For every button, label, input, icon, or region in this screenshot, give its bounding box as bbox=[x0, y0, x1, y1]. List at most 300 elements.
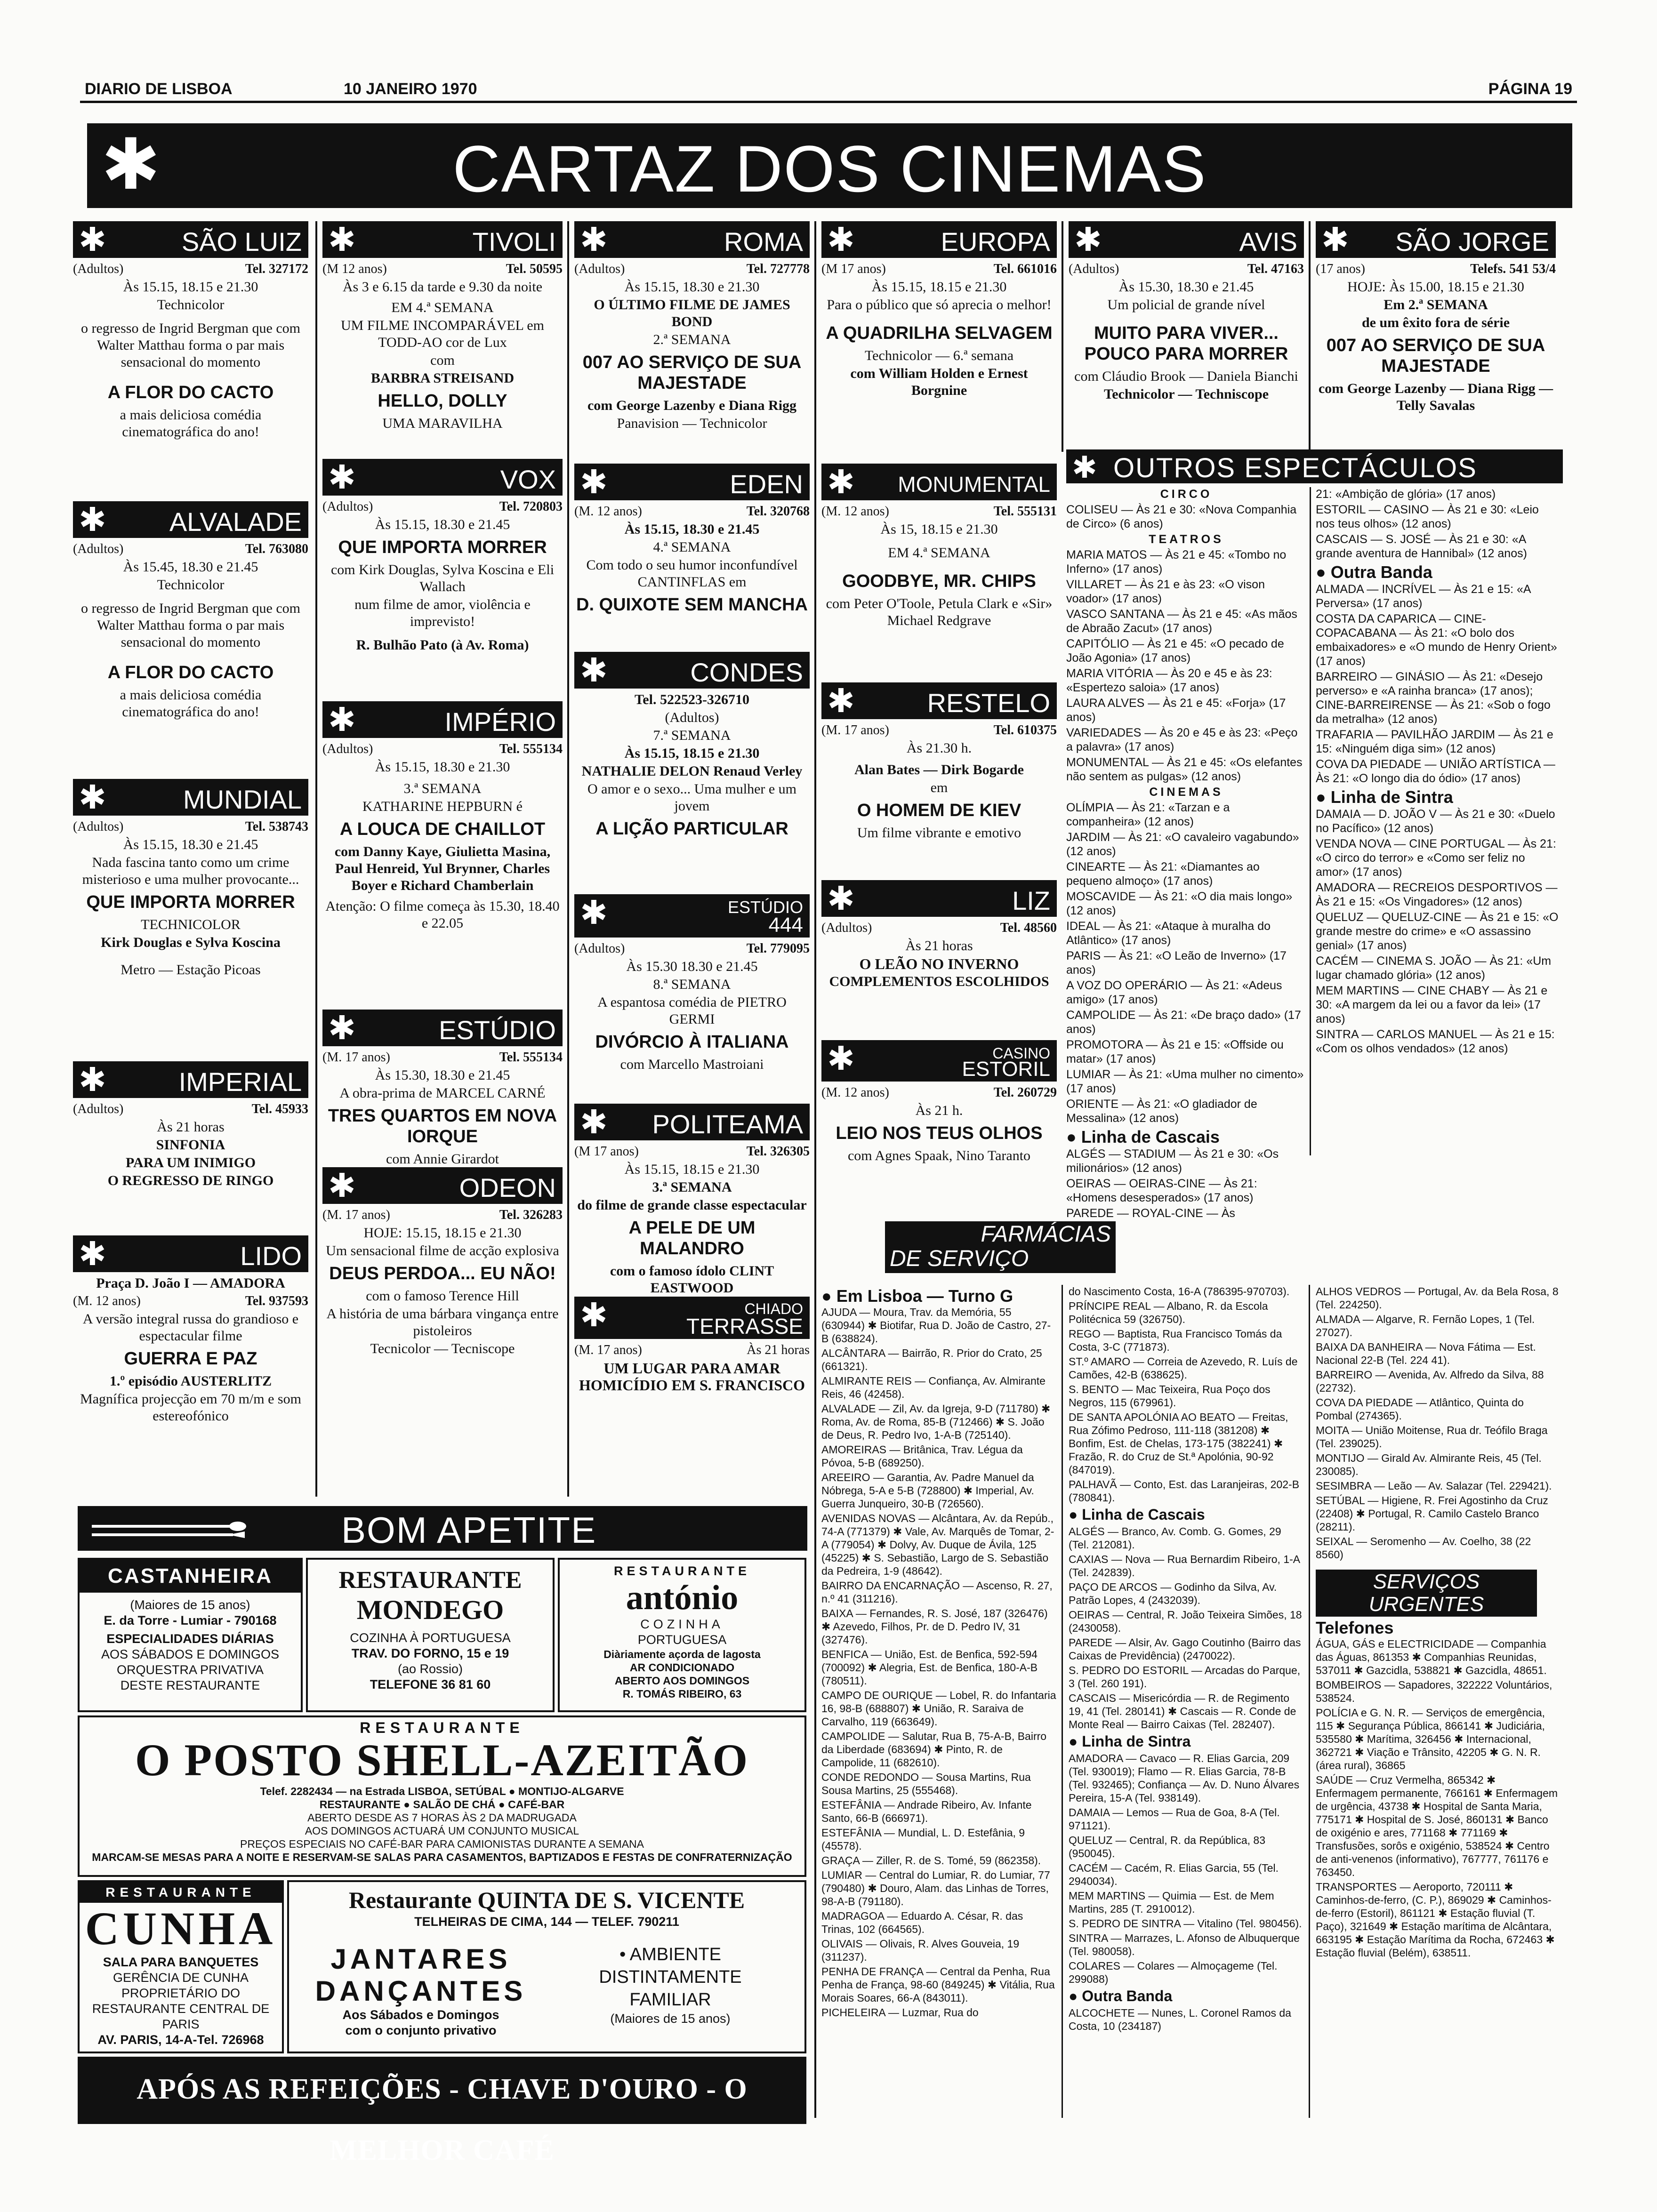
cinema-header bbox=[821, 880, 1057, 917]
showtimes: Às 15.45, 18.30 e 21.45 bbox=[123, 559, 258, 575]
film-title: D. QUIXOTE SEM MANCHA bbox=[576, 595, 808, 615]
pharmacy-entry: COVA DA PIEDADE — Atlântico, Quinta do Pombal (274365). bbox=[1316, 1396, 1524, 1422]
cinema-header bbox=[322, 459, 563, 496]
cast: com o famoso ídolo CLINT EASTWOOD bbox=[610, 1263, 774, 1296]
service-entry: ÁGUA, GÁS e ELECTRICIDADE — Companhia das Águas, 861353 ✱ Companhias Reunidas, 537011 ✱ Gazcidla, 538821 ✱ Gazcidla, 48651. bbox=[1316, 1638, 1547, 1676]
showtimes: Às 15.15, 18.30 e 21.30 bbox=[624, 279, 760, 295]
process: Technicolor bbox=[157, 297, 225, 313]
listing-line-heading: CINEMAS bbox=[1149, 785, 1223, 799]
cast: com William Holden e Ernest Borgnine bbox=[850, 366, 1028, 398]
pharmacy-entry: CAMPO DE OURIQUE — Lobel, R. do Infantaria 16, 98-B (688807) ✱ União, R. Saraiva de Carvalho, 119 (663649). bbox=[821, 1689, 1056, 1728]
heading-text: Outra Banda bbox=[1330, 562, 1432, 582]
column-rule bbox=[315, 221, 317, 1497]
pharmacy-entry: CAXIAS — Nova — Rua Bernardim Ribeiro, 1-A (Tel. 242839). bbox=[1069, 1553, 1300, 1579]
asterisk-icon: ✱ bbox=[101, 124, 161, 206]
phone: Tel. 45933 bbox=[251, 1102, 308, 1116]
listing-line: MARIA MATOS — Às 21 e 45: «Tombo no Inferno» (17 anos) bbox=[1066, 548, 1287, 576]
cinema-name: VOX bbox=[500, 465, 556, 494]
castanheira-line-1: ESPECIALIDADES DIÁRIAS bbox=[106, 1632, 274, 1646]
header-rule bbox=[80, 101, 1577, 103]
phone: Tel. 48560 bbox=[1000, 921, 1057, 935]
showtimes: Às 21 horas bbox=[747, 1343, 810, 1357]
quinta-right-4: (Maiores de 15 anos) bbox=[610, 2012, 731, 2026]
cascais-list bbox=[1066, 1147, 1306, 1220]
quinta-dancantes: DANÇANTES bbox=[315, 1975, 527, 2007]
cinema-name: ROMA bbox=[724, 227, 803, 256]
page-number: PÁGINA 19 bbox=[1488, 80, 1572, 98]
listing-line: 21: «Ambição de glória» (17 anos) bbox=[1316, 488, 1496, 501]
chave-slogan: APÓS AS REFEIÇÕES - CHAVE D'OURO - O MELHOR CAFÉ bbox=[137, 2073, 748, 2166]
cinema-header bbox=[574, 1104, 810, 1140]
pharmacy-entry: ALMADA — Algarve, R. Fernão Lopes, 1 (Tel. 27027). bbox=[1316, 1313, 1535, 1338]
phone: Tel. 555134 bbox=[499, 1050, 563, 1065]
servicos-title-2: URGENTES bbox=[1368, 1593, 1484, 1616]
column-rule bbox=[814, 1280, 816, 2118]
cinema-imperial bbox=[73, 1061, 308, 1190]
heading-text: Linha de Cascais bbox=[1081, 1127, 1220, 1146]
cinema-name: SÃO LUIZ bbox=[181, 227, 302, 256]
farmacias-col2 bbox=[1069, 1285, 1304, 2034]
pharmacy-entry: BENFICA — União, Est. de Benfica, 592-594 (700092) ✱ Alegria, Est. de Benfica, 180-A-B (780511). bbox=[821, 1648, 1038, 1687]
cinema-roma bbox=[574, 221, 810, 433]
pharmacy-entry: ● Outra Banda bbox=[1069, 1988, 1173, 2004]
antonio-line-5: Diàriamente açorda de lagosta bbox=[603, 1648, 761, 1660]
phone: Tel. 727778 bbox=[746, 262, 810, 276]
film-title: A FLOR DO CACTO bbox=[107, 663, 274, 682]
cinema-header bbox=[73, 779, 308, 816]
pharmacy-entry: CONDE REDONDO — Sousa Martins, Rua Sousa Martins, 25 (555468). bbox=[821, 1771, 1031, 1796]
showtimes: Às 15.15, 18.30 e 21.45 bbox=[375, 517, 510, 532]
servicos-list bbox=[1316, 1637, 1560, 1959]
rating: (Adultos) bbox=[73, 819, 124, 834]
cinema-tivoli bbox=[322, 221, 563, 433]
antonio-line-7: ABERTO AOS DOMINGOS bbox=[614, 1675, 750, 1687]
cinema-name: MONUMENTAL bbox=[898, 472, 1050, 497]
servicos-title-1: SERVIÇOS bbox=[1373, 1570, 1480, 1593]
ad-castanheira bbox=[78, 1558, 303, 1712]
listing-line-heading: CIRCO bbox=[1160, 488, 1213, 501]
cinema-header bbox=[1069, 221, 1304, 258]
farmacias-list-2 bbox=[1069, 1285, 1304, 2033]
week: 4.ª SEMANA bbox=[653, 539, 731, 555]
listing-line: LUMIAR — Às 21: «Uma mulher no cimento» (17 anos) bbox=[1066, 1068, 1304, 1095]
service-entry: SAÚDE — Cruz Vermelha, 865342 ✱ Enfermagem permanente, 766161 ✱ Enfermagem de urgência, 43738 ✱ Hospital de Santa Maria, 775171 ✱ Hospital de S. José, 860131 ✱ Banco de oxigénio e ares, 771168 ✱ 771169 ✱ Transfusões, sorôs e oxigénio, 538524 ✱ Centro de anti-venenos (informativo), 767777, 761176 e 763450. bbox=[1316, 1774, 1558, 1878]
cast: com o famoso Terence Hill bbox=[366, 1288, 519, 1304]
phone: Tel. 937593 bbox=[245, 1294, 308, 1308]
antonio-address: R. TOMÁS RIBEIRO, 63 bbox=[622, 1688, 742, 1700]
pharmacy-entry: S. PEDRO DE SINTRA — Vitalino (Tel. 980456). bbox=[1069, 1917, 1302, 1930]
pharmacy-entry: SESIMBRA — Leão — Av. Salazar (Tel. 229421). bbox=[1316, 1480, 1552, 1492]
pharmacy-entry: ALHOS VEDROS — Portugal, Av. da Bela Rosa, 8 (Tel. 224250). bbox=[1316, 1285, 1559, 1311]
cunha-name: CUNHA bbox=[85, 1902, 277, 1955]
film-title: O HOMEM DE KIEV bbox=[857, 801, 1022, 820]
listing-line: MEM MARTINS — CINE CHABY — Às 21 e 30: «A margem da lei ou a favor da lei» (17 anos) bbox=[1316, 984, 1548, 1026]
showtimes: Às 15.15, 18.15 e 21.30 bbox=[624, 1162, 760, 1177]
address: Metro — Estação Picoas bbox=[121, 962, 261, 978]
cinema-name: ALVALADE bbox=[169, 507, 302, 537]
description: o regresso de Ingrid Bergman que com Walter Matthau forma o par mais sensacional do momento bbox=[81, 601, 300, 650]
column-rule bbox=[1310, 487, 1311, 1155]
pharmacy-entry: do Nascimento Costa, 16-A (786395-970703). bbox=[1069, 1285, 1290, 1298]
pharmacy-entry: AJUDA — Moura, Trav. da Memória, 55 (630944) ✱ Biotifar, Rua D. João de Castro, 27-B (638824). bbox=[821, 1306, 1051, 1345]
showtimes: Às 15.30 18.30 e 21.45 bbox=[626, 959, 758, 974]
mondego-line-5: (ao Rossio) bbox=[397, 1662, 463, 1676]
pharmacy-entry: CASCAIS — Misericórdia — R. de Regimento 19, 41 (Tel. 280141) ✱ Cascais — R. Conde de Monte Real — Bairro Caixas (Tel. 282407). bbox=[1069, 1692, 1296, 1731]
ad-quinta-s-vicente bbox=[287, 1880, 806, 2053]
cast: com George Lazenby e Diana Rigg bbox=[587, 398, 797, 413]
pharmacy-entry: REGO — Baptista, Rua Francisco Tomás da Costa, 3-C (771873). bbox=[1069, 1328, 1282, 1353]
asterisk-icon: ✱ bbox=[580, 1103, 608, 1141]
listing-line: SINTRA — CARLOS MANUEL — Às 21 e 15: «Com os olhos vendados» (12 anos) bbox=[1316, 1028, 1555, 1055]
pharmacy-entry: PAREDE — Alsir, Av. Gago Coutinho (Bairro das Caixas de Previdência) (2470022). bbox=[1069, 1636, 1301, 1662]
listing-line: OLÍMPIA — Às 21: «Tarzan e a companheira» (12 anos) bbox=[1066, 801, 1230, 828]
cinema-header bbox=[73, 501, 308, 538]
film-title: LEIO NOS TEUS OLHOS bbox=[836, 1123, 1043, 1143]
asterisk-icon: ✱ bbox=[328, 220, 356, 259]
mondego-phone: TELEFONE 36 81 60 bbox=[370, 1677, 491, 1691]
outros-list bbox=[1066, 487, 1306, 1125]
rating: (Adultos) bbox=[73, 542, 124, 556]
castanheira-line-2: AOS SÁBADOS E DOMINGOS bbox=[101, 1647, 280, 1661]
film-title: DIVÓRCIO À ITALIANA bbox=[595, 1032, 789, 1052]
phone: Tel. 522523-326710 bbox=[635, 692, 749, 707]
service-entry: POLÍCIA e G. N. R. — Serviços de emergência, 115 ✱ Segurança Pública, 866141 ✱ Judiciária, 535580 ✱ Marítima, 326456 ✱ Internacional, 362721 ✱ Viação e Trânsito, 42205 ✱ G. N. R. (área rural), 36865 bbox=[1316, 1707, 1545, 1771]
cast: Kirk Douglas e Sylva Koscina bbox=[101, 935, 281, 950]
cinema-restelo bbox=[821, 682, 1057, 842]
phone: Tel. 555134 bbox=[499, 742, 563, 756]
asterisk-icon: ✱ bbox=[79, 778, 106, 817]
listing-line: COLISEU — Às 21 e 30: «Nova Companhia de Circo» (6 anos) bbox=[1066, 503, 1297, 530]
cast: com Danny Kaye, Giulietta Masina, Paul Henreid, Yul Brynner, Charles Boyer e Richard Chamberlain bbox=[334, 844, 551, 893]
cinema-name: SÃO JORGE bbox=[1395, 227, 1549, 256]
asterisk-icon: ✱ bbox=[328, 1166, 356, 1205]
rating: (M 12 anos) bbox=[322, 262, 387, 276]
pharmacy-entry: ALGÉS — Branco, Av. Comb. G. Gomes, 29 (Tel. 212081). bbox=[1069, 1525, 1281, 1551]
listing-line: MONUMENTAL — Às 21 e 45: «Os elefantes não sentem as pulgas» (12 anos) bbox=[1066, 756, 1303, 783]
posto-line-1: RESTAURANTE bbox=[360, 1719, 524, 1736]
listing-line: QUELUZ — QUELUZ-CINE — Às 21 e 15: «O grande mestre do crime» e «O assassino genial» (17 anos) bbox=[1316, 911, 1559, 952]
film-2: PARA UM INIMIGO bbox=[125, 1155, 256, 1170]
mondego-line-3: COZINHA À PORTUGUESA bbox=[350, 1631, 511, 1645]
cinema-name: EDEN bbox=[730, 469, 803, 499]
showtimes: HOJE: 15.15, 18.15 e 21.30 bbox=[363, 1225, 522, 1241]
cinema-imperio bbox=[322, 701, 563, 933]
cast: com Marcello Mastroiani bbox=[620, 1057, 764, 1072]
pharmacy-entry: ALVALADE — Zil, Av. da Igreja, 9-D (711780) ✱ Roma, Av. de Roma, 85-B (712466) ✱ S. João de Deus, R. Pedro Ivo, 1-A-B (725140). bbox=[821, 1403, 1051, 1441]
posto-line-6: AOS DOMINGOS ACTUARÁ UM CONJUNTO MUSICAL bbox=[305, 1825, 579, 1837]
phone: Tel. 720803 bbox=[499, 499, 563, 514]
rating: (M 17 anos) bbox=[821, 262, 886, 276]
column-rule bbox=[1062, 221, 1063, 452]
phone: Tel. 327172 bbox=[245, 262, 308, 276]
showtimes: Às 21 h. bbox=[915, 1103, 963, 1118]
mondego-address: TRAV. DO FORNO, 15 e 19 bbox=[351, 1646, 509, 1660]
rating: (M. 12 anos) bbox=[73, 1294, 141, 1308]
film-title: QUE IMPORTA MORRER bbox=[338, 537, 547, 557]
cinema-header bbox=[1316, 221, 1556, 258]
film-title: A PELE DE UM MALANDRO bbox=[628, 1218, 756, 1258]
quinta-right-1: • AMBIENTE bbox=[619, 1945, 721, 1964]
film-title: DEUS PERDOA... EU NÃO! bbox=[329, 1264, 556, 1283]
tagline: a mais deliciosa comédia cinematográfica do ano! bbox=[120, 687, 262, 720]
rating: (Adultos) bbox=[73, 1102, 124, 1116]
showtimes: Às 21 horas bbox=[905, 938, 973, 954]
cinema-sao-jorge bbox=[1316, 221, 1556, 415]
column-rule bbox=[567, 221, 569, 1497]
posto-line-4: RESTAURANTE ● SALÃO DE CHÁ ● CAFÉ-BAR bbox=[319, 1798, 565, 1811]
quinta-right-2: DISTINTAMENTE bbox=[599, 1967, 742, 1987]
asterisk-icon: ✱ bbox=[1321, 220, 1349, 259]
description: Um filme vibrante e emotivo bbox=[857, 825, 1022, 841]
showtimes: Às 15, 18.15 e 21.30 bbox=[880, 521, 998, 537]
asterisk-icon: ✱ bbox=[827, 681, 855, 720]
column-rule bbox=[1062, 1285, 1063, 2118]
cunha-line-1: RESTAURANTE bbox=[80, 1882, 282, 1903]
episode: 1.º episódio AUSTERLITZ bbox=[109, 1373, 272, 1389]
cinema-casino-estoril bbox=[821, 1040, 1057, 1165]
description: Um policial de grande nível bbox=[1107, 297, 1265, 313]
listing-line: ALGÉS — STADIUM — Às 21 e 30: «Os milionários» (12 anos) bbox=[1066, 1147, 1279, 1175]
listing-line: JARDIM — Às 21: «O cavaleiro vagabundo» (12 anos) bbox=[1066, 831, 1299, 858]
cinema-name: TERRASSE bbox=[686, 1314, 803, 1338]
pharmacy-entry: ● Linha de Sintra bbox=[1069, 1733, 1191, 1750]
phone: Tel. 763080 bbox=[245, 542, 308, 556]
issue-date: 10 JANEIRO 1970 bbox=[344, 80, 477, 98]
listing-line: LAURA ALVES — Às 21 e 45: «Forja» (17 anos) bbox=[1066, 697, 1286, 724]
film-title: MUITO PARA VIVER... POUCO PARA MORRER bbox=[1084, 323, 1288, 364]
rating: (Adultos) bbox=[322, 742, 373, 756]
cinema-name: MUNDIAL bbox=[183, 785, 302, 814]
lisboa-heading: ● Em Lisboa — Turno G bbox=[821, 1286, 1014, 1306]
asterisk-icon: ✱ bbox=[328, 700, 356, 739]
description: A obra-prima de MARCEL CARNÉ bbox=[339, 1085, 546, 1101]
phone: Telefs. 541 53/4 bbox=[1470, 262, 1556, 276]
showtimes: Às 21.30 h. bbox=[906, 740, 972, 756]
castanheira-address: E. da Torre - Lumiar - 790168 bbox=[104, 1613, 277, 1627]
ad-antonio bbox=[558, 1558, 806, 1712]
service-entry: TRANSPORTES — Aeroporto, 720111 ✱ Caminhos-de-ferro, (C. P.), 869029 ✱ Caminhos-de-ferro (Estoril), 861121 ✱ Estação fluvial (T. Paço), 321649 ✱ Estação marítima de Alcântara, 663195 ✱ Estação Marítima da Rocha, 672463 ✱ Estação fluvial (Belém), 638511. bbox=[1316, 1881, 1555, 1959]
pharmacy-entry: DE SANTA APOLÓNIA AO BEATO — Freitas, Rua Zófimo Pedroso, 111-118 (381208) ✱ Bonfim, Est. de Chelas, 173-175 (382241) ✱ Frazão, R. do Cruz de St.ª Apolónia, 90-92 (847019). bbox=[1069, 1411, 1288, 1476]
cinema-name-place: ESTORIL bbox=[962, 1058, 1050, 1081]
cinema-header bbox=[574, 894, 810, 938]
description: Nada fascina tanto como um crime misterioso e uma mulher provocante... bbox=[82, 855, 299, 887]
linha-sintra-heading: ● Linha de Sintra bbox=[1316, 787, 1453, 807]
pharmacy-entry: DAMAIA — Lemos — Rua de Goa, 8-A (Tel. 971121). bbox=[1069, 1806, 1280, 1832]
phone: Tel. 320768 bbox=[746, 504, 810, 519]
pharmacy-entry: PRÍNCIPE REAL — Albano, R. da Escola Politécnica 59 (326750). bbox=[1069, 1300, 1268, 1325]
ad-mondego bbox=[306, 1558, 555, 1712]
mondego-name: MONDEGO bbox=[356, 1595, 504, 1625]
linha-cascais-heading: ● Linha de Cascais bbox=[1066, 1127, 1220, 1146]
pharmacy-entry: MOITA — União Moitense, Rua dr. Teófilo Braga (Tel. 239025). bbox=[1316, 1424, 1548, 1450]
rating: (M 17 anos) bbox=[574, 1144, 639, 1159]
listing-line: VARIEDADES — Às 20 e 45 e às 23: «Peço a palavra» (17 anos) bbox=[1066, 726, 1298, 753]
listing-line: OEIRAS — OEIRAS-CINE — Às 21: «Homens desesperados» (17 anos) bbox=[1066, 1177, 1257, 1204]
listing-line: ALMADA — INCRÍVEL — Às 21 e 15: «A Perversa» (17 anos) bbox=[1316, 583, 1531, 610]
pharmacy-entry: CAMPOLIDE — Salutar, Rua B, 75-A-B, Bairro da Liberdade (683694) ✱ Pinto, R. de Campolide, 11 (682610). bbox=[821, 1730, 1047, 1769]
cinema-monumental bbox=[821, 464, 1057, 630]
listing-line: PROMOTORA — Às 21 e 15: «Offside ou matar» (17 anos) bbox=[1066, 1038, 1284, 1066]
listing-line: PAREDE — ROYAL-CINE — Às bbox=[1066, 1207, 1235, 1220]
quinta-address: TELHEIRAS DE CIMA, 144 — TELEF. 790211 bbox=[414, 1915, 679, 1929]
showtimes: Às 15.30, 18.30 e 21.45 bbox=[375, 1067, 510, 1083]
outra-banda-heading: ● Outra Banda bbox=[1316, 562, 1432, 582]
cinema-header bbox=[322, 221, 563, 258]
process: TECHNICOLOR bbox=[141, 917, 241, 932]
pharmacy-entry: ● Linha de Cascais bbox=[1069, 1506, 1205, 1523]
pharmacy-entry: MEM MARTINS — Quimia — Est. de Mem Martins, 285 (T. 2910012). bbox=[1069, 1890, 1274, 1915]
page-header bbox=[80, 75, 1577, 102]
address: R. Bulhão Pato (à Av. Roma) bbox=[356, 637, 529, 653]
posto-line-8: MARCAM-SE MESAS PARA A NOITE E RESERVAM-SE SALAS PARA CASAMENTOS, BAPTIZADOS E FESTAS DE CONFRATERNIZAÇÃO bbox=[92, 1851, 792, 1863]
asterisk-icon: ✱ bbox=[827, 220, 855, 259]
cinema-mundial bbox=[73, 779, 308, 979]
pharmacy-entry: BAIXA — Fernandes, R. S. José, 187 (326476) ✱ Azevedo, Filhos, Pr. de D. Pedro IV, 31 (327476). bbox=[821, 1607, 1048, 1646]
antonio-line-6: AR CONDICIONADO bbox=[629, 1661, 735, 1674]
film-title: GOODBYE, MR. CHIPS bbox=[842, 571, 1036, 591]
phone: Tel. 326305 bbox=[746, 1144, 810, 1159]
star-name: BARBRA STREISAND bbox=[370, 370, 515, 386]
film-3: O REGRESSO DE RINGO bbox=[107, 1173, 274, 1188]
bom-apetite-title: BOM APETITE bbox=[341, 1509, 597, 1551]
cinema-header bbox=[574, 464, 810, 500]
farmacias-col1 bbox=[821, 1285, 1057, 2020]
description: Um sensacional filme de acção explosiva bbox=[326, 1243, 559, 1258]
pharmacy-entry: PENHA DE FRANÇA — Central da Penha, Rua Penha de França, 98-60 (849245) ✱ Vitália, Rua Morais Soares, 66-A (843011). bbox=[821, 1965, 1055, 2004]
description: O amor e o sexo... Uma mulher e um jovem bbox=[587, 781, 797, 814]
cunha-line-5: PROPRIETÁRIO DO RESTAURANTE CENTRAL DE PARIS bbox=[92, 1986, 270, 2031]
showtimes: Às 15.15, 18.15 e 21.30 bbox=[123, 279, 258, 295]
rating: (Adultos) bbox=[322, 499, 373, 514]
week: 2.ª SEMANA bbox=[653, 332, 731, 347]
column-rule bbox=[1309, 221, 1311, 452]
cunha-line-3: SALA PARA BANQUETES bbox=[103, 1955, 259, 1969]
asterisk-icon: ✱ bbox=[328, 458, 356, 497]
cinema-name: ODEON bbox=[459, 1173, 556, 1202]
cinema-chiado-terrasse bbox=[574, 1297, 810, 1395]
asterisk-icon: ✱ bbox=[79, 1234, 106, 1273]
process: Technicolor — Techniscope bbox=[1103, 386, 1269, 402]
description: UM FILME INCOMPARÁVEL em TODD-AO cor de Lux bbox=[341, 318, 544, 350]
cinema-header bbox=[322, 1167, 563, 1204]
cinema-alvalade bbox=[73, 501, 308, 721]
cinema-avis bbox=[1069, 221, 1304, 404]
pharmacy-entry: SINTRA — Marrazes, L. Afonso de Albuquerque (Tel. 980058). bbox=[1069, 1932, 1300, 1957]
pharmacy-entry: ESTEFÂNIA — Andrade Ribeiro, Av. Infante Santo, 66-B (666971). bbox=[821, 1799, 1032, 1824]
cinema-header bbox=[821, 1040, 1057, 1082]
pharmacy-entry: PICHELEIRA — Luzmar, Rua do bbox=[821, 2006, 979, 2019]
mondego-line-1: RESTAURANTE bbox=[338, 1567, 522, 1594]
antonio-line-4: PORTUGUESA bbox=[637, 1633, 727, 1647]
cast: Alan Bates — Dirk Bogarde bbox=[854, 762, 1024, 777]
cast: com Cláudio Brook — Daniela Bianchi bbox=[1074, 369, 1298, 384]
rating: (M. 17 anos) bbox=[821, 723, 889, 737]
pharmacy-entry: MONTIJO — Girald Av. Almirante Reis, 45 (Tel. 230085). bbox=[1316, 1452, 1542, 1477]
rating: (Adultos) bbox=[73, 262, 124, 276]
farmacias-title-1: FARMÁCIAS bbox=[981, 1222, 1111, 1247]
cinema-name: EUROPA bbox=[941, 227, 1050, 256]
asterisk-icon: ✱ bbox=[827, 879, 855, 918]
pharmacy-entry: AMADORA — Cavaco — R. Elias Garcia, 209 (Tel. 930019); Flamo — R. Elias Garcia, 78-B (Tel. 932465); Confiança — Av. D. Nuno Álvares Pereira, 15-A (Tel. 938149). bbox=[1069, 1752, 1300, 1804]
showtimes: Às 3 e 6.15 da tarde e 9.30 da noite bbox=[342, 279, 543, 295]
cunha-address: AV. PARIS, 14-A-Tel. 726968 bbox=[97, 2033, 264, 2047]
pharmacy-entry: OEIRAS — Central, R. João Teixeira Simões, 18 (2430058). bbox=[1069, 1609, 1302, 1634]
pharmacy-entry: BARREIRO — Avenida, Av. Alfredo da Silva, 88 (22732). bbox=[1316, 1369, 1544, 1394]
pharmacy-entry: OLIVAIS — Olivais, R. Alves Gouveia, 19 (311237). bbox=[821, 1938, 1020, 1963]
bom-apetite-banner bbox=[78, 1506, 807, 1551]
star-name: KATHARINE HEPBURN é bbox=[362, 799, 523, 814]
listing-line: PARIS — Às 21: «O Leão de Inverno» (17 anos) bbox=[1066, 949, 1287, 977]
cinema-header bbox=[821, 221, 1057, 258]
phone: Tel. 779095 bbox=[746, 941, 810, 956]
asterisk-icon: ✱ bbox=[580, 220, 608, 259]
tagline: UMA MARAVILHA bbox=[382, 416, 503, 431]
castanheira-age: (Maiores de 15 anos) bbox=[130, 1598, 250, 1612]
pharmacy-entry: MADRAGOA — Eduardo A. César, R. das Trinas, 102 (664565). bbox=[821, 1910, 1023, 1935]
farmacias-title bbox=[885, 1221, 1116, 1273]
listing-line: IDEAL — Às 21: «Ataque à muralha do Atlântico» (17 anos) bbox=[1066, 920, 1271, 947]
cinema-name: LIDO bbox=[240, 1241, 302, 1271]
phone: Tel. 50595 bbox=[506, 262, 563, 276]
note: Atenção: O filme começa às 15.30, 18.40 e 22.05 bbox=[325, 898, 560, 931]
listing-line: CINEARTE — Às 21: «Diamantes ao pequeno almoço» (17 anos) bbox=[1066, 860, 1260, 888]
cinema-header bbox=[73, 1061, 308, 1098]
cinema-header bbox=[322, 1010, 563, 1046]
asterisk-icon: ✱ bbox=[79, 1060, 106, 1099]
film-title: A LIÇÃO PARTICULAR bbox=[595, 819, 788, 839]
rating: (M. 17 anos) bbox=[322, 1208, 390, 1222]
outros-col1 bbox=[1066, 487, 1306, 1222]
showtimes: Às 15.15, 18.30 e 21.45 bbox=[123, 837, 258, 852]
asterisk-icon: ✱ bbox=[79, 220, 106, 259]
cinema-name: IMPERIAL bbox=[178, 1067, 302, 1097]
description: O ÚLTIMO FILME DE JAMES BOND bbox=[594, 297, 790, 329]
column-rule bbox=[1309, 1285, 1310, 2118]
cinema-header bbox=[73, 221, 308, 258]
listing-line: BARREIRO — GINÁSIO — Às 21: «Desejo perverso» e «A rainha branca» (17 anos); CINE-BARREIRENSE — Às 21: «Sob o fogo da metralha» (12 anos) bbox=[1316, 670, 1551, 726]
pharmacy-entry: COLARES — Colares — Almoçageme (Tel. 299088) bbox=[1069, 1960, 1278, 1985]
pharmacy-entry: QUELUZ — Central, R. da República, 83 (950045). bbox=[1069, 1834, 1266, 1859]
pharmacy-entry: LUMIAR — Central do Lumiar, R. do Lumiar, 77 (790480) ✱ Douro, Alam. das Linhas de Torres, 98-A-B (791180). bbox=[821, 1869, 1050, 1907]
cinema-name: ESTÚDIO bbox=[439, 1015, 556, 1045]
cinema-lido bbox=[73, 1235, 308, 1426]
film-title: A QUADRILHA SELVAGEM bbox=[826, 323, 1053, 343]
outros-list-2 bbox=[1316, 487, 1560, 561]
antonio-line-1: RESTAURANTE bbox=[614, 1564, 750, 1578]
showtimes: Às 15.15, 18.15 e 21.30 bbox=[871, 279, 1007, 295]
description-2: A história de uma bárbara vingança entre pistoleiros bbox=[326, 1306, 559, 1338]
pharmacy-entry: AREEIRO — Garantia, Av. Padre Manuel da Nóbrega, 5-A e 5-B (728800) ✱ Imperial, Av. Guerra Junqueiro, 30-B (726560). bbox=[821, 1471, 1034, 1510]
telefones-heading: Telefones bbox=[1316, 1618, 1394, 1637]
cast: com Agnes Spaak, Nino Taranto bbox=[847, 1148, 1031, 1163]
phone: Tel. 610375 bbox=[993, 723, 1057, 737]
rating: (Adultos) bbox=[574, 941, 625, 956]
cinema-name: POLITEAMA bbox=[652, 1109, 803, 1139]
description: A espantosa comédia de PIETRO GERMI bbox=[597, 994, 787, 1027]
cutlery-icon bbox=[87, 1511, 247, 1546]
pharmacy-entry: PAÇO DE ARCOS — Godinho da Silva, Av. Patrão Lopes, 4 (2432039). bbox=[1069, 1581, 1277, 1606]
cinema-header bbox=[574, 1297, 810, 1339]
pharmacy-entry: ALCOCHETE — Nunes, L. Coronel Ramos da Costa, 10 (234187) bbox=[1069, 2007, 1291, 2032]
week: EM 4.ª SEMANA bbox=[391, 300, 494, 315]
process: Panavision — Technicolor bbox=[617, 416, 767, 431]
banner-title: CARTAZ DOS CINEMAS bbox=[452, 132, 1207, 206]
asterisk-icon: ✱ bbox=[328, 1009, 356, 1047]
listing-line: COSTA DA CAPARICA — CINE-COPACABANA — Às 21: «O bolo dos embaixadores» e «O mundo de Henry Orient» (17 anos) bbox=[1316, 612, 1557, 668]
pharmacy-entry: CACÉM — Cacém, R. Elias Garcia, 55 (Tel. 2940034). bbox=[1069, 1862, 1279, 1887]
asterisk-icon: ✱ bbox=[827, 1039, 855, 1078]
heading-text: Linha de Sintra bbox=[1330, 787, 1453, 807]
